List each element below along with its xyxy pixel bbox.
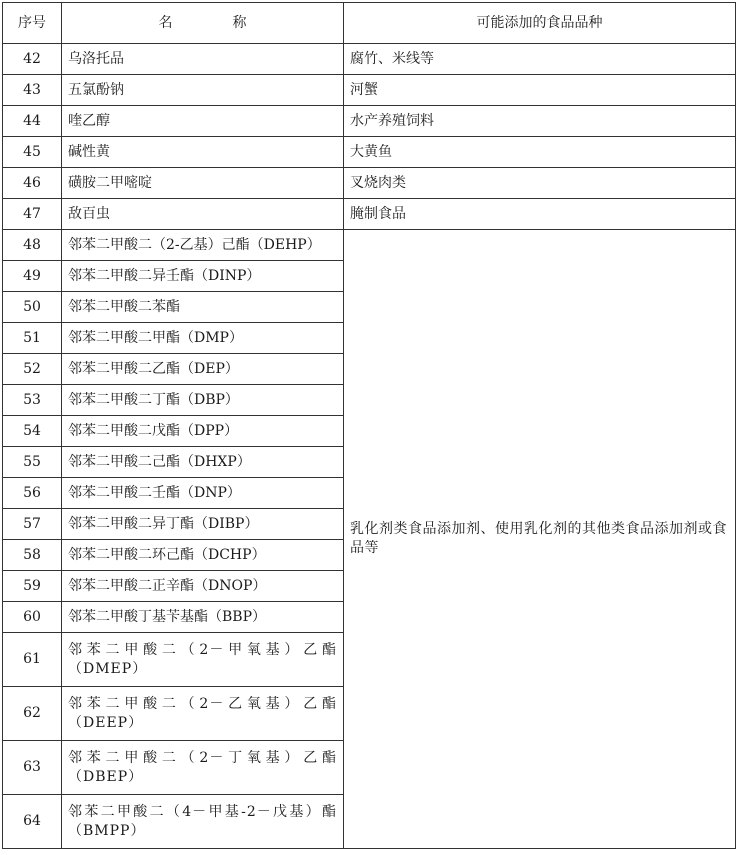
header-number: 序号 [3, 3, 62, 44]
row-number: 49 [3, 261, 62, 292]
row-number: 46 [3, 168, 62, 199]
row-number: 60 [3, 602, 62, 633]
row-food: 腌制食品 [344, 199, 736, 230]
row-number: 43 [3, 75, 62, 106]
row-number: 45 [3, 137, 62, 168]
row-name: 乌洛托品 [62, 44, 344, 75]
row-number: 64 [3, 795, 62, 849]
row-name: 邻苯二甲酸二正辛酯（DNOP） [62, 571, 344, 602]
row-name: 邻苯二甲酸二乙酯（DEP） [62, 354, 344, 385]
row-name: 邻苯二甲酸丁基苄基酯（BBP） [62, 602, 344, 633]
row-number: 58 [3, 540, 62, 571]
row-name: 邻苯二甲酸二壬酯（DNP） [62, 478, 344, 509]
row-name: 喹乙醇 [62, 106, 344, 137]
row-number: 59 [3, 571, 62, 602]
row-name: 邻苯二甲酸二甲酯（DMP） [62, 323, 344, 354]
row-food: 叉烧肉类 [344, 168, 736, 199]
row-number: 42 [3, 44, 62, 75]
table-row [3, 137, 736, 168]
row-food: 水产养殖饲料 [344, 106, 736, 137]
row-name: 磺胺二甲嘧啶 [62, 168, 344, 199]
row-number: 48 [3, 230, 62, 261]
row-number: 62 [3, 687, 62, 741]
row-name: 邻苯二甲酸二戊酯（DPP） [62, 416, 344, 447]
table-row [3, 168, 736, 199]
table-header-row [3, 3, 736, 44]
row-number: 52 [3, 354, 62, 385]
row-name: 邻苯二甲酸二（2－乙氧基）乙酯（DEEP） [62, 687, 344, 741]
row-food: 腐竹、米线等 [344, 44, 736, 75]
header-food: 可能添加的食品品种 [344, 3, 736, 44]
header-name [62, 3, 344, 44]
table-row [3, 44, 736, 75]
row-name: 邻苯二甲酸二（4－甲基-2－戊基）酯（BMPP） [62, 795, 344, 849]
row-name: 邻苯二甲酸二环己酯（DCHP） [62, 540, 344, 571]
row-name: 邻苯二甲酸二己酯（DHXP） [62, 447, 344, 478]
row-number: 51 [3, 323, 62, 354]
row-number: 63 [3, 741, 62, 795]
row-number: 57 [3, 509, 62, 540]
row-name: 邻苯二甲酸二异壬酯（DINP） [62, 261, 344, 292]
row-name: 敌百虫 [62, 199, 344, 230]
row-number: 47 [3, 199, 62, 230]
row-name: 邻苯二甲酸二（2-乙基）己酯（DEHP） [62, 230, 344, 261]
row-name: 五氯酚钠 [62, 75, 344, 106]
row-name: 邻苯二甲酸二苯酯 [62, 292, 344, 323]
table-row [3, 230, 736, 261]
merged-food-cell: 乳化剂类食品添加剂、使用乳化剂的其他类食品添加剂或食品等 [344, 230, 736, 849]
row-number: 53 [3, 385, 62, 416]
substance-table [2, 2, 736, 849]
row-number: 44 [3, 106, 62, 137]
row-name: 邻苯二甲酸二（2－丁氧基）乙酯（DBEP） [62, 741, 344, 795]
table-row [3, 106, 736, 137]
header-name-part2: 称 [232, 14, 247, 31]
row-food: 河蟹 [344, 75, 736, 106]
row-name: 邻苯二甲酸二丁酯（DBP） [62, 385, 344, 416]
row-food: 大黄鱼 [344, 137, 736, 168]
row-name: 邻苯二甲酸二（2－甲氧基）乙酯（DMEP） [62, 633, 344, 687]
row-number: 55 [3, 447, 62, 478]
row-name: 邻苯二甲酸二异丁酯（DIBP） [62, 509, 344, 540]
header-name-part1: 名 [158, 14, 173, 31]
row-number: 61 [3, 633, 62, 687]
row-number: 54 [3, 416, 62, 447]
row-number: 50 [3, 292, 62, 323]
row-number: 56 [3, 478, 62, 509]
row-name: 碱性黄 [62, 137, 344, 168]
table-row [3, 75, 736, 106]
table-row [3, 199, 736, 230]
